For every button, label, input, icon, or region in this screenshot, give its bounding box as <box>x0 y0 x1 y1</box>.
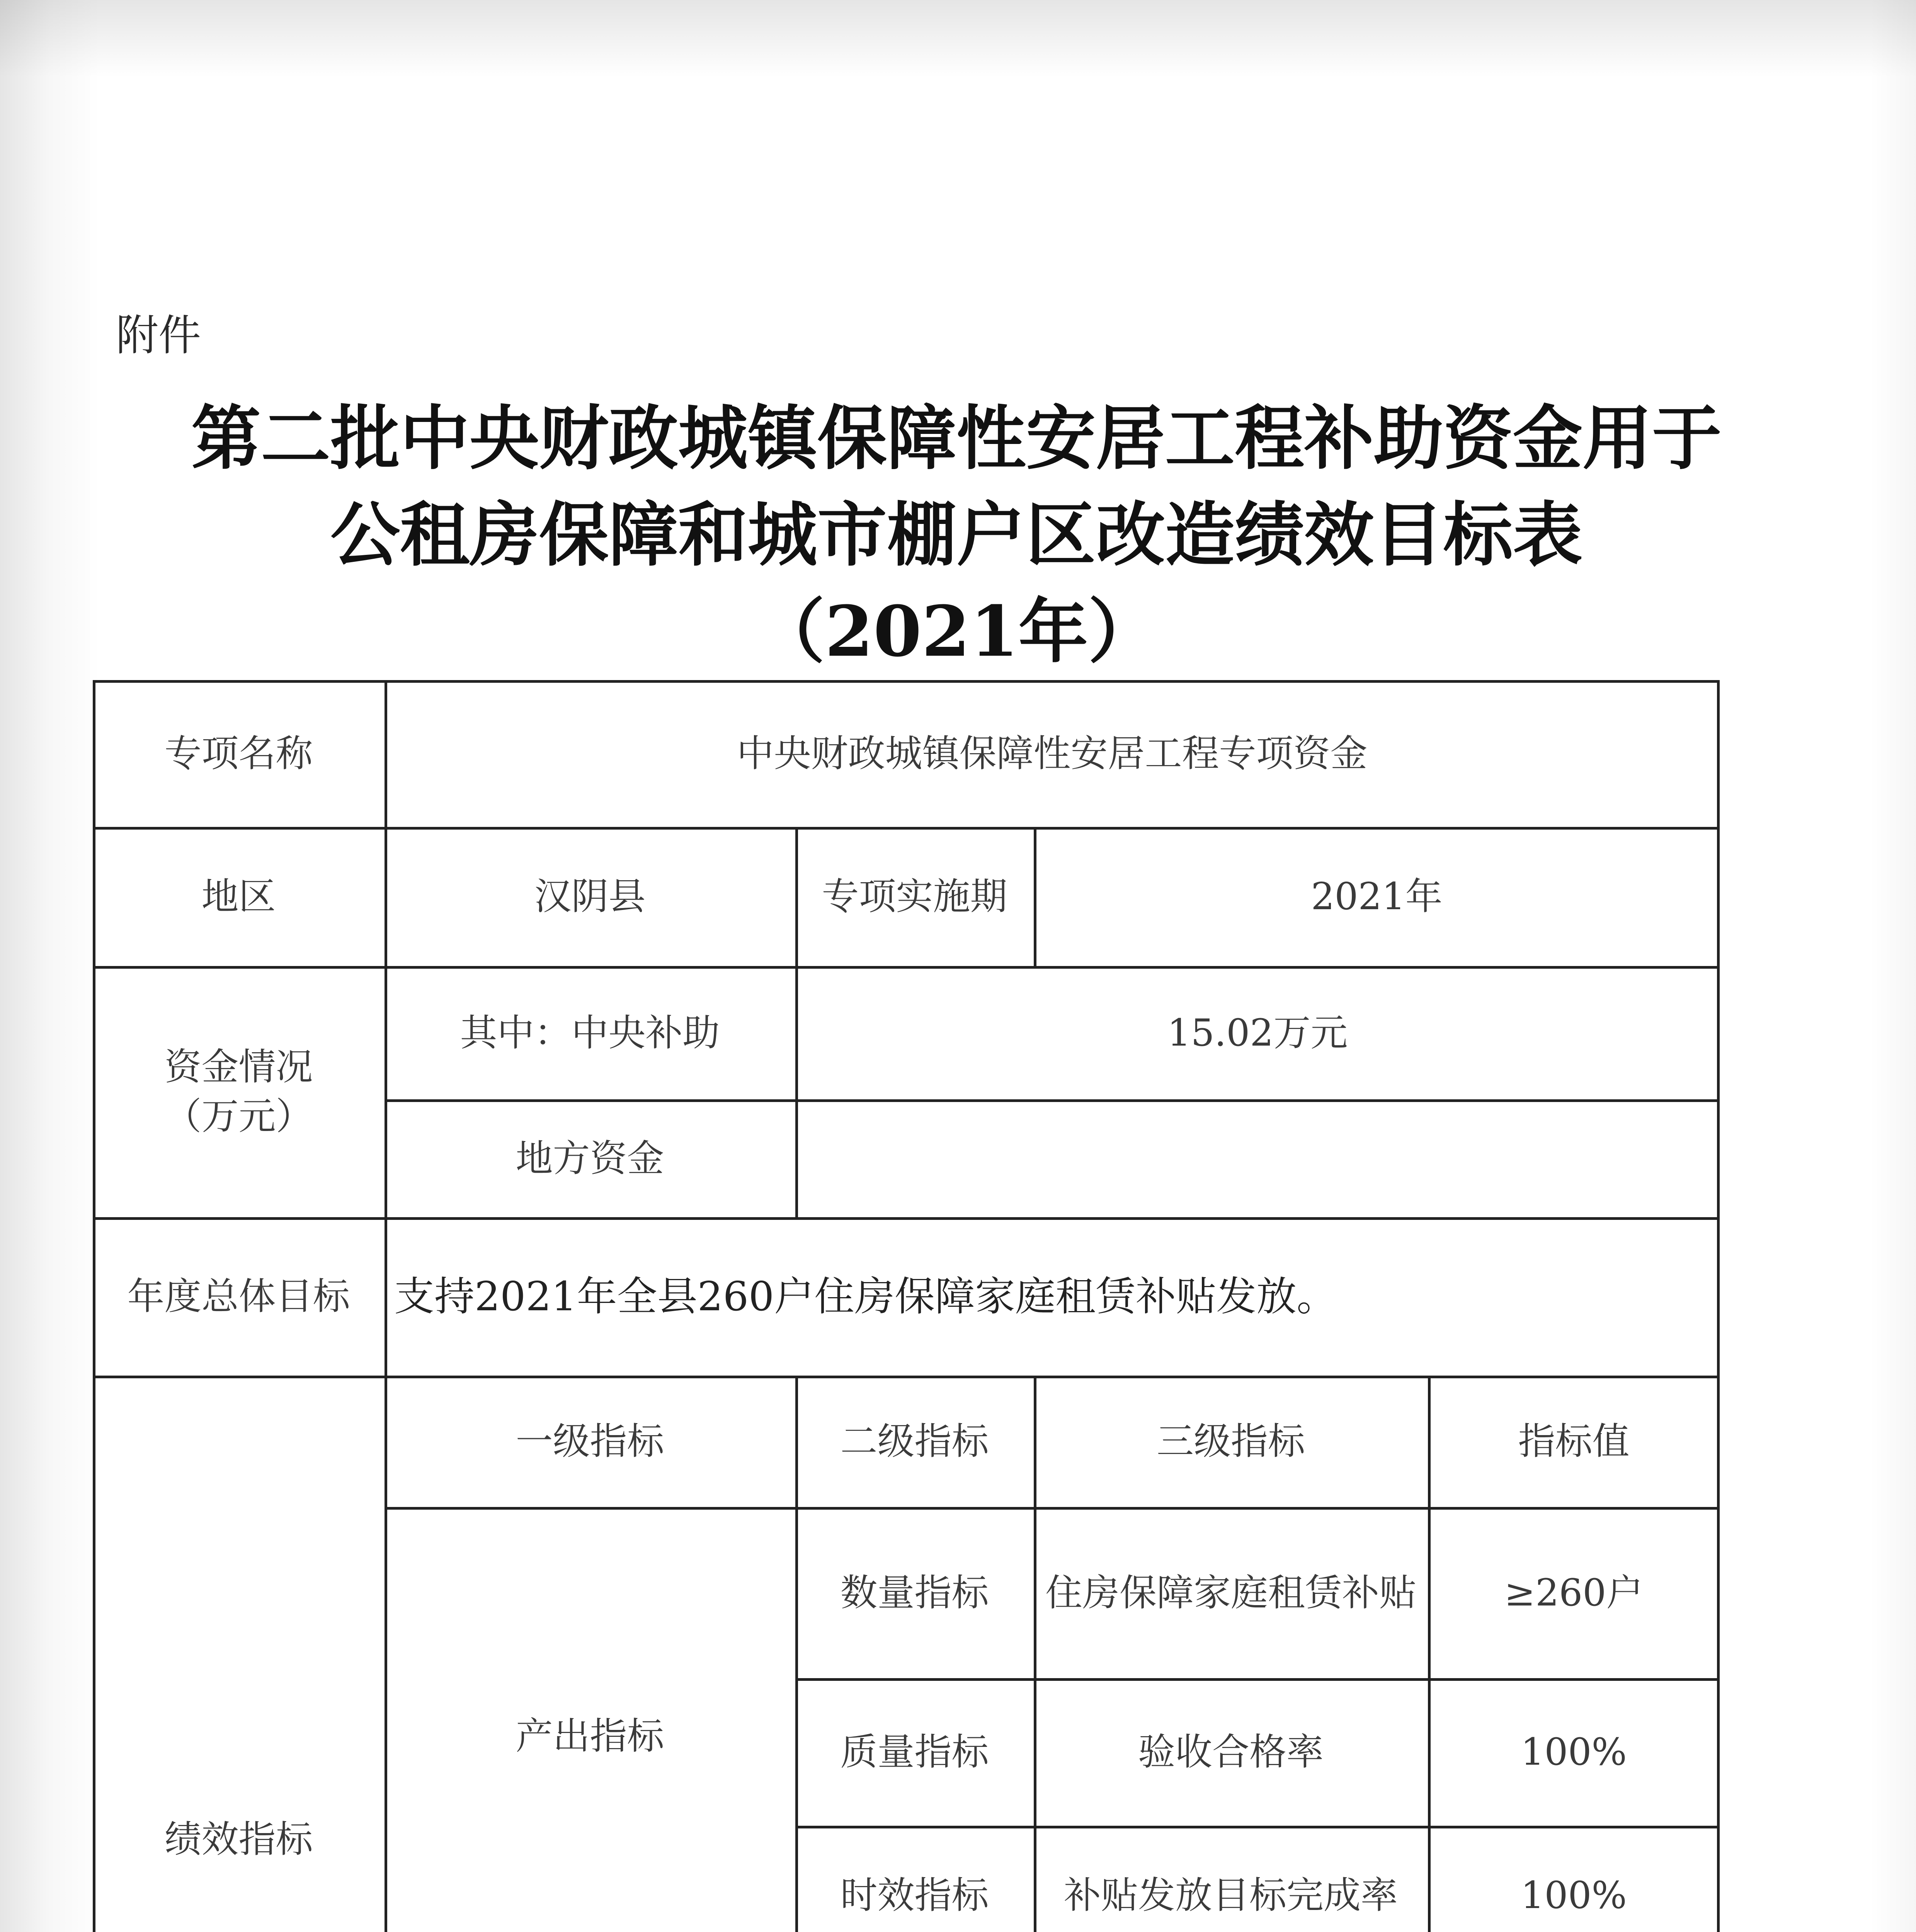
annual-goal-label: 年度总体目标 <box>127 1275 350 1318</box>
header-level2: 二级指标 <box>840 1420 989 1463</box>
central-subsidy-label: 其中：中央补助 <box>460 1011 720 1054</box>
local-funds-value <box>795 1099 1720 1217</box>
funds-label-line-1: 资金情况 <box>164 1045 313 1088</box>
attachment-label: 附件 <box>116 311 201 360</box>
local-funds-label: 地方资金 <box>516 1136 664 1180</box>
title-line-2: 公租房保障和城市棚户区改造绩效目标表 <box>330 494 1582 576</box>
project-name-value: 中央财政城镇保障性安居工程专项资金 <box>737 732 1368 775</box>
region-label: 地区 <box>201 875 276 918</box>
period-value: 2021年 <box>1311 875 1443 918</box>
row-quality-level3: 验收合格率 <box>1138 1730 1324 1774</box>
period-label: 专项实施期 <box>822 875 1007 918</box>
row-quality-level2: 质量指标 <box>840 1730 989 1774</box>
document-title <box>97 390 1816 680</box>
row-quality-value: 100% <box>1521 1730 1627 1774</box>
output-indicators-label: 产出指标 <box>516 1714 664 1758</box>
row-timeliness-level2: 时效指标 <box>840 1874 989 1917</box>
scan-shadow-top <box>0 0 1916 77</box>
funds-label-line-2: （万元） <box>164 1095 313 1138</box>
header-level3: 三级指标 <box>1157 1420 1305 1463</box>
row-quantity-level3: 住房保障家庭租赁补贴 <box>1045 1571 1416 1614</box>
row-timeliness-level3: 补贴发放目标完成率 <box>1064 1874 1398 1917</box>
performance-indicators-label: 绩效指标 <box>164 1818 313 1861</box>
performance-target-table <box>93 680 1720 1932</box>
project-name-label: 专项名称 <box>164 732 313 775</box>
annual-goal-value: 支持2021年全县260户住房保障家庭租赁补贴发放。 <box>394 1273 1337 1320</box>
scan-shadow-right <box>1870 0 1916 1932</box>
region-value: 汉阴县 <box>534 875 646 918</box>
header-level1: 一级指标 <box>516 1420 664 1463</box>
title-line-3: （2021年） <box>755 591 1158 672</box>
title-line-1: 第二批中央财政城镇保障性安居工程补助资金用于 <box>191 398 1722 479</box>
funds-label <box>93 966 385 1217</box>
row-timeliness-value: 100% <box>1521 1874 1627 1917</box>
row-quantity-value: ≥260户 <box>1504 1571 1644 1614</box>
row-quantity-level2: 数量指标 <box>840 1571 989 1614</box>
central-subsidy-value: 15.02万元 <box>1167 1011 1348 1054</box>
header-value: 指标值 <box>1518 1420 1630 1463</box>
scan-shadow-left <box>0 0 100 1932</box>
